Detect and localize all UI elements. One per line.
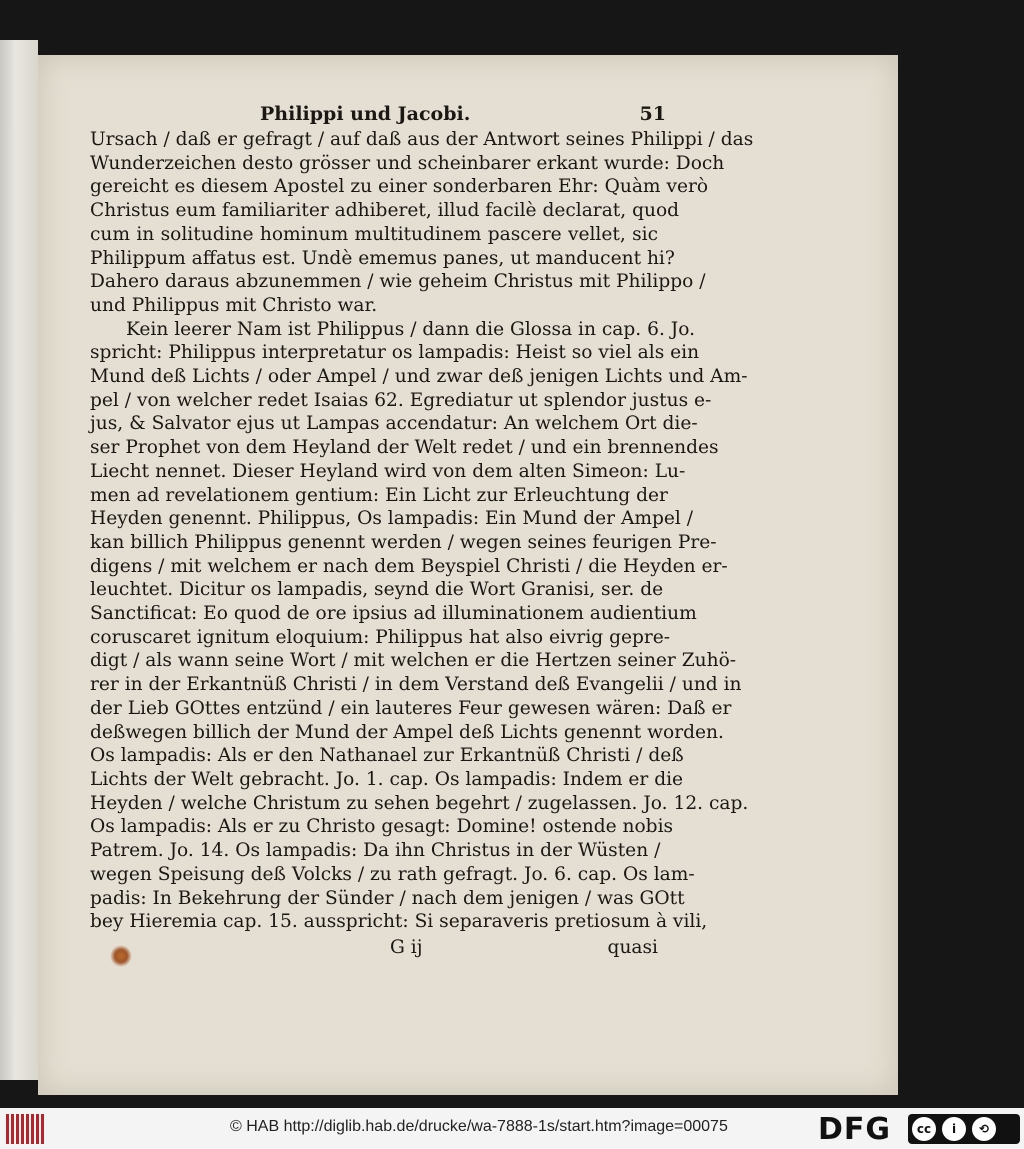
page-number: 51	[639, 103, 666, 125]
text-line: cum in solitudine hominum multitudinem pascere vellet, sic	[90, 223, 658, 245]
text-line: bey Hieremia cap. 15. ausspricht: Si separaveris pretiosum à vili,	[90, 911, 708, 933]
book-page	[38, 55, 898, 1095]
viewer-footer	[0, 1108, 1024, 1149]
dfg-logo: DFG	[818, 1112, 892, 1147]
text-line: kan billich Philippus genennt werden / wegen seines feurigen Pre-	[90, 531, 717, 553]
page-text-block	[90, 103, 754, 960]
signature-line	[90, 936, 658, 960]
text-line: Philippum affatus est. Undè ememus panes, ut manducent hi?	[90, 247, 675, 269]
cc-icon: cc	[912, 1117, 936, 1141]
signature-mark: G ij	[390, 936, 423, 958]
text-line: men ad revelationem gentium: Ein Licht zur Erleuchtung der	[90, 484, 668, 506]
text-line: padis: In Bekehrung der Sünder / nach dem jenigen / was GOtt	[90, 887, 685, 909]
paper-stain	[110, 945, 132, 967]
text-line: wegen Speisung deß Volcks / zu rath gefragt. Jo. 6. cap. Os lam-	[90, 863, 695, 885]
catchword: quasi	[607, 936, 658, 958]
text-line: der Lieb GOttes entzünd / ein lauteres Feur gewesen wären: Daß er	[90, 697, 732, 719]
text-line: digt / als wann seine Wort / mit welchen er die Hertzen seiner Zuhö-	[90, 650, 737, 672]
text-line: und Philippus mit Christo war.	[90, 294, 378, 316]
share-alike-icon: ⟲	[972, 1117, 996, 1141]
text-line: Dahero daraus abzunemmen / wie geheim Christus mit Philippo /	[90, 271, 706, 293]
header-title: Philippi und Jacobi.	[260, 103, 471, 125]
text-line: ser Prophet von dem Heyland der Welt redet / und ein brennendes	[90, 437, 719, 459]
text-line: gereicht es diesem Apostel zu einer sonderbaren Ehr: Quàm verò	[90, 176, 709, 198]
source-link[interactable]: © HAB http://diglib.hab.de/drucke/wa-7888-1s/start.htm?image=00075	[230, 1118, 728, 1135]
hab-logo-icon	[6, 1114, 44, 1144]
text-line: Kein leerer Nam ist Philippus / dann die Glossa in cap. 6. Jo.	[126, 318, 695, 340]
text-line: Lichts der Welt gebracht. Jo. 1. cap. Os lampadis: Indem er die	[90, 768, 684, 790]
text-line: Liecht nennet. Dieser Heyland wird von dem alten Simeon: Lu-	[90, 460, 686, 482]
text-line: rer in der Erkantnüß Christi / in dem Verstand deß Evangelii / und in	[90, 674, 742, 696]
previous-page-edge	[0, 40, 38, 1080]
text-line: Christus eum familiariter adhiberet, illud facilè declarat, quod	[90, 200, 680, 222]
running-header	[90, 103, 666, 128]
text-line: Ursach / daß er gefragt / auf daß aus der Antwort seines Philippi / das	[90, 129, 754, 150]
text-line: pel / von welcher redet Isaias 62. Egrediatur ut splendor justus e-	[90, 389, 712, 411]
cc-license-badge[interactable]	[908, 1114, 1020, 1144]
text-line: Sanctificat: Eo quod de ore ipsius ad illuminationem audientium	[90, 603, 697, 625]
text-line: Os lampadis: Als er zu Christo gesagt: Domine! ostende nobis	[90, 816, 674, 838]
text-line: coruscaret ignitum eloquium: Philippus hat also eivrig gepre-	[90, 626, 671, 648]
text-line: Wunderzeichen desto grösser und scheinbarer erkant wurde: Doch	[90, 152, 725, 174]
text-line: Mund deß Lichts / oder Ampel / und zwar deß jenigen Lichts und Am-	[90, 366, 748, 388]
text-line: Os lampadis: Als er den Nathanael zur Erkantnüß Christi / deß	[90, 745, 684, 767]
text-line: digens / mit welchem er nach dem Beyspiel Christi / die Heyden er-	[90, 555, 728, 577]
text-line: deßwegen billich der Mund der Ampel deß Lichts genennt worden.	[90, 721, 724, 743]
text-line: spricht: Philippus interpretatur os lampadis: Heist so viel als ein	[90, 342, 700, 364]
text-line: Heyden / welche Christum zu sehen begehrt / zugelassen. Jo. 12. cap.	[90, 792, 749, 814]
text-line: Heyden genennt. Philippus, Os lampadis: Ein Mund der Ampel /	[90, 508, 694, 530]
body-lines	[90, 128, 754, 934]
text-line: jus, & Salvator ejus ut Lampas accendatur: An welchem Ort die-	[90, 413, 698, 435]
text-line: leuchtet. Dicitur os lampadis, seynd die Wort Granisi, ser. de	[90, 579, 664, 601]
text-line: Patrem. Jo. 14. Os lampadis: Da ihn Christus in der Wüsten /	[90, 840, 661, 862]
by-attribution-icon: i	[942, 1117, 966, 1141]
